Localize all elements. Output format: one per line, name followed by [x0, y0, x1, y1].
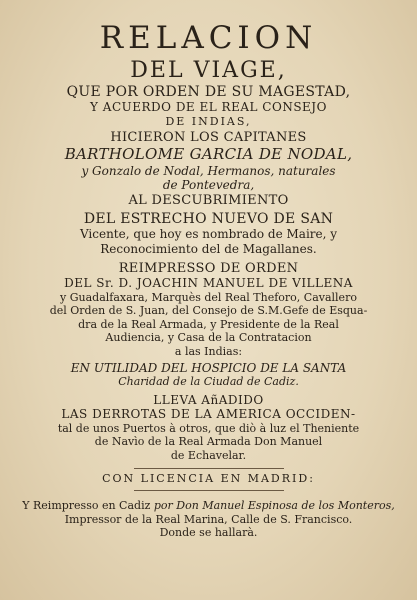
text-line: Y ACUERDO DE EL REAL CONSEJO	[90, 100, 327, 115]
text-line: Audiencia, y Casa de la Contratacion	[105, 331, 312, 345]
license-line: CON LICENCIA EN MADRID:	[102, 471, 315, 485]
text-line: DEL ESTRECHO NUEVO DE SAN	[83, 210, 334, 227]
imprint-italic: por Don Manuel Espinosa de los Monteros,	[150, 499, 395, 513]
title-line-1: RELACION	[99, 20, 318, 56]
text-line: DE INDIAS,	[165, 114, 252, 128]
imprint-roman: Y Reimpresso en Cadiz	[22, 499, 151, 513]
text-line: dra de la Real Armada, y Presidente de la Real	[78, 317, 339, 331]
text-line: y Guadalfaxara, Marquès del Real Theforo, Cavallero	[60, 290, 357, 304]
text-line: de Echavelar.	[170, 448, 247, 462]
text-line: DEL Sr. D. JOACHIN MANUEL DE VILLENA	[64, 276, 353, 291]
text-line: REIMPRESSO DE ORDEN	[118, 260, 299, 276]
text-line: Reconocimiento del de Magallanes.	[100, 241, 317, 256]
divider-rule	[134, 490, 284, 491]
text-line: del Orden de S. Juan, del Consejo de S.M.Gefe de Esqua-	[49, 304, 368, 318]
text-line: LLEVA AñADIDO	[153, 392, 264, 407]
imprint-line-3: Donde se hallarà.	[159, 526, 258, 540]
text-line: de Navìo de la Real Armada Don Manuel	[94, 435, 323, 449]
text-line: de Pontevedra,	[162, 178, 255, 193]
text-line: AL DESCUBRIMIENTO	[128, 193, 289, 209]
text-line: Vicente, que hoy es nombrado de Maire, y	[79, 227, 338, 242]
text-line: BARTHOLOME GARCIA DE NODAL,	[64, 145, 353, 164]
imprint-line-1	[0, 500, 417, 512]
text-line: tal de unos Puertos à otros, que diò à luz el Theniente	[57, 421, 360, 435]
title-line-2: DEL VIAGE,	[130, 57, 287, 83]
text-line: LAS DERROTAS DE LA AMERICA OCCIDEN-	[61, 407, 356, 422]
text-line: EN UTILIDAD DEL HOSPICIO DE LA SANTA	[70, 360, 347, 375]
text-line: HICIERON LOS CAPITANES	[110, 130, 307, 146]
text-line: Charidad de la Ciudad de Cadiz.	[118, 375, 299, 389]
text-line: y Gonzalo de Nodal, Hermanos, naturales	[81, 163, 336, 178]
text-line: a las Indias:	[174, 344, 243, 358]
imprint-line-2: Impressor de la Real Marina, Calle de S. Francisco.	[64, 512, 353, 526]
divider-rule	[134, 468, 284, 469]
text-line: QUE POR ORDEN DE SU MAGESTAD,	[66, 83, 351, 100]
